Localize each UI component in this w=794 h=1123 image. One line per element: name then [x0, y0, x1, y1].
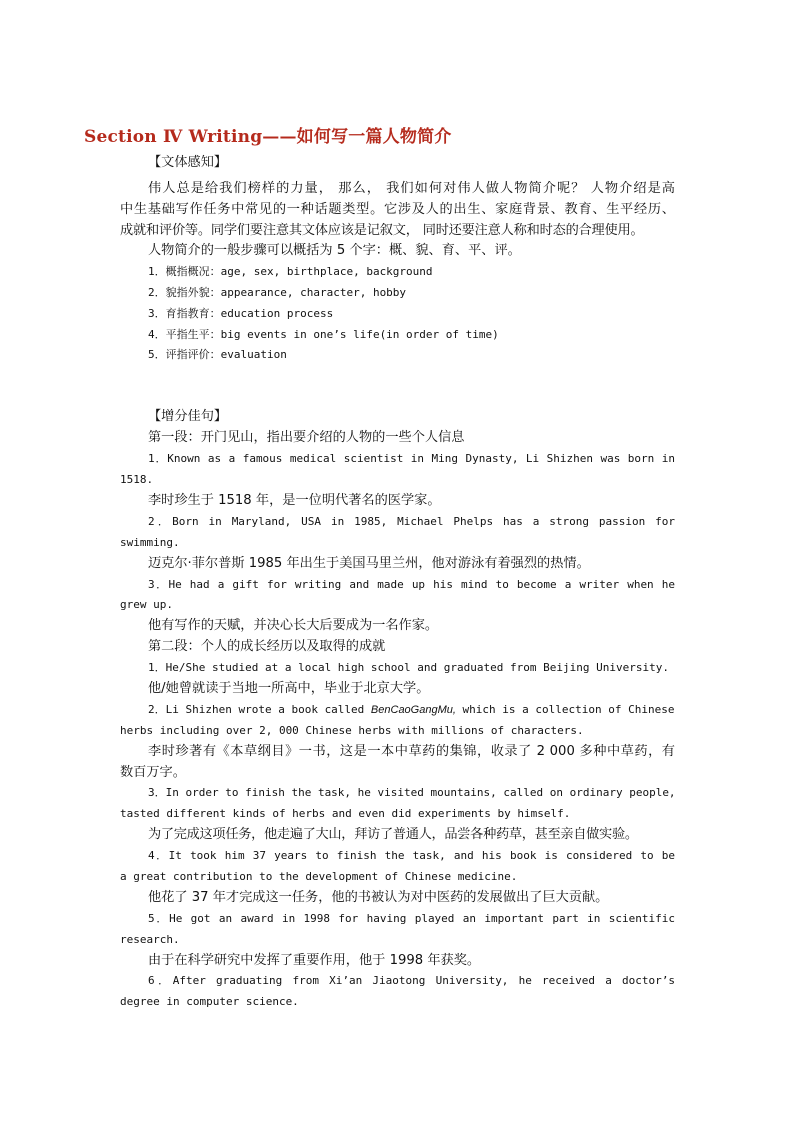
paragraph-one-heading: 第一段：开门见山，指出要介绍的人物的一些个人信息 [148, 430, 465, 445]
example-sentence-zh: 李时珍生于 1518 年，是一位明代著名的医学家。 [148, 493, 441, 508]
example-sentence-en: grew up. [120, 598, 173, 611]
sentence-part: 2．Li Shizhen wrote a book called [148, 703, 371, 716]
example-sentence-en: 1518. [120, 473, 154, 486]
step-item: 2．貌指外貌：appearance, character, hobby [148, 286, 407, 299]
example-sentence-en: 4．It took him 37 years to finish the task, and his book is considered to be [148, 849, 675, 862]
example-sentence-zh: 由于在科学研究中发挥了重要作用，他于 1998 年获奖。 [148, 953, 481, 968]
step-item: 1．概指概况：age, sex, birthplace, background [148, 265, 433, 278]
example-sentence-en: research. [120, 933, 180, 946]
example-sentence-en: tasted different kinds of herbs and even did experiments by himself. [120, 807, 571, 820]
example-sentence-en: a great contribution to the development of Chinese medicine. [120, 870, 518, 883]
intro-paragraph-line: 成就和评价等。同学们要注意其文体应该是记叙文， 同时还要注意人称和时态的合理使用。 [120, 223, 644, 238]
example-sentence-zh: 数百万字。 [120, 765, 186, 780]
example-sentence-en: 3．In order to finish the task, he visited mountains, called on ordinary people, [148, 786, 676, 799]
example-sentence-zh: 迈克尔·菲尔普斯 1985 年出生于美国马里兰州，他对游泳有着强烈的热情。 [148, 556, 590, 571]
book-title: BenCaoGangMu, [370, 704, 456, 716]
section-heading-sentences: 【增分佳句】 [148, 409, 228, 424]
example-sentence-en: 6．After graduating from Xi’an Jiaotong University, he received a doctor’s [148, 974, 675, 987]
example-sentence-en: 1．He/She studied at a local high school and graduated from Beijing University. [148, 661, 669, 674]
example-sentence-zh: 为了完成这项任务，他走遍了大山，拜访了普通人，品尝各种药草，甚至亲自做实验。 [148, 827, 638, 842]
intro-paragraph-line: 伟人总是给我们榜样的力量， 那么， 我们如何对伟人做人物简介呢？ 人物介绍是高 [148, 181, 675, 196]
sentence-part: which is a collection of Chinese [455, 703, 675, 716]
example-sentence-en: herbs including over 2, 000 Chinese herbs with millions of characters. [120, 724, 584, 737]
step-item: 5．评指评价：evaluation [148, 348, 287, 361]
example-sentence-en: 3．He had a gift for writing and made up his mind to become a writer when he [148, 578, 675, 591]
steps-summary: 人物简介的一般步骤可以概括为 5 个字：概、貌、育、平、评。 [148, 243, 521, 258]
example-sentence-en: 1．Known as a famous medical scientist in Ming Dynasty, Li Shizhen was born in [148, 452, 675, 465]
page-title: Section Ⅳ Writing——如何写一篇人物简介 [84, 127, 452, 147]
step-item: 4．平指生平：big events in one’s life(in order of time) [148, 328, 499, 341]
example-sentence-zh: 他有写作的天赋，并决心长大后要成为一名作家。 [148, 618, 439, 633]
intro-paragraph-line: 中生基础写作任务中常见的一种话题类型。它涉及人的出生、家庭背景、教育、生平经历、 [120, 202, 675, 217]
section-heading-genre: 【文体感知】 [148, 155, 228, 170]
example-sentence-zh: 他/她曾就读于当地一所高中，毕业于北京大学。 [148, 681, 430, 696]
example-sentence-en: swimming. [120, 536, 180, 549]
paragraph-two-heading: 第二段：个人的成长经历以及取得的成就 [148, 639, 386, 654]
step-item: 3．育指教育：education process [148, 307, 334, 320]
example-sentence-zh: 他花了 37 年才完成这一任务，他的书被认为对中医药的发展做出了巨大贡献。 [148, 890, 609, 905]
example-sentence-en: degree in computer science. [120, 995, 299, 1008]
example-sentence-en: 2．Born in Maryland, USA in 1985, Michael Phelps has a strong passion for [148, 515, 675, 528]
example-sentence-en [120, 700, 675, 720]
example-sentence-zh: 李时珍著有《本草纲目》一书，这是一本中草药的集锦，收录了 2 000 多种中草药，有 [148, 744, 675, 759]
example-sentence-en: 5．He got an award in 1998 for having played an important part in scientific [148, 912, 675, 925]
